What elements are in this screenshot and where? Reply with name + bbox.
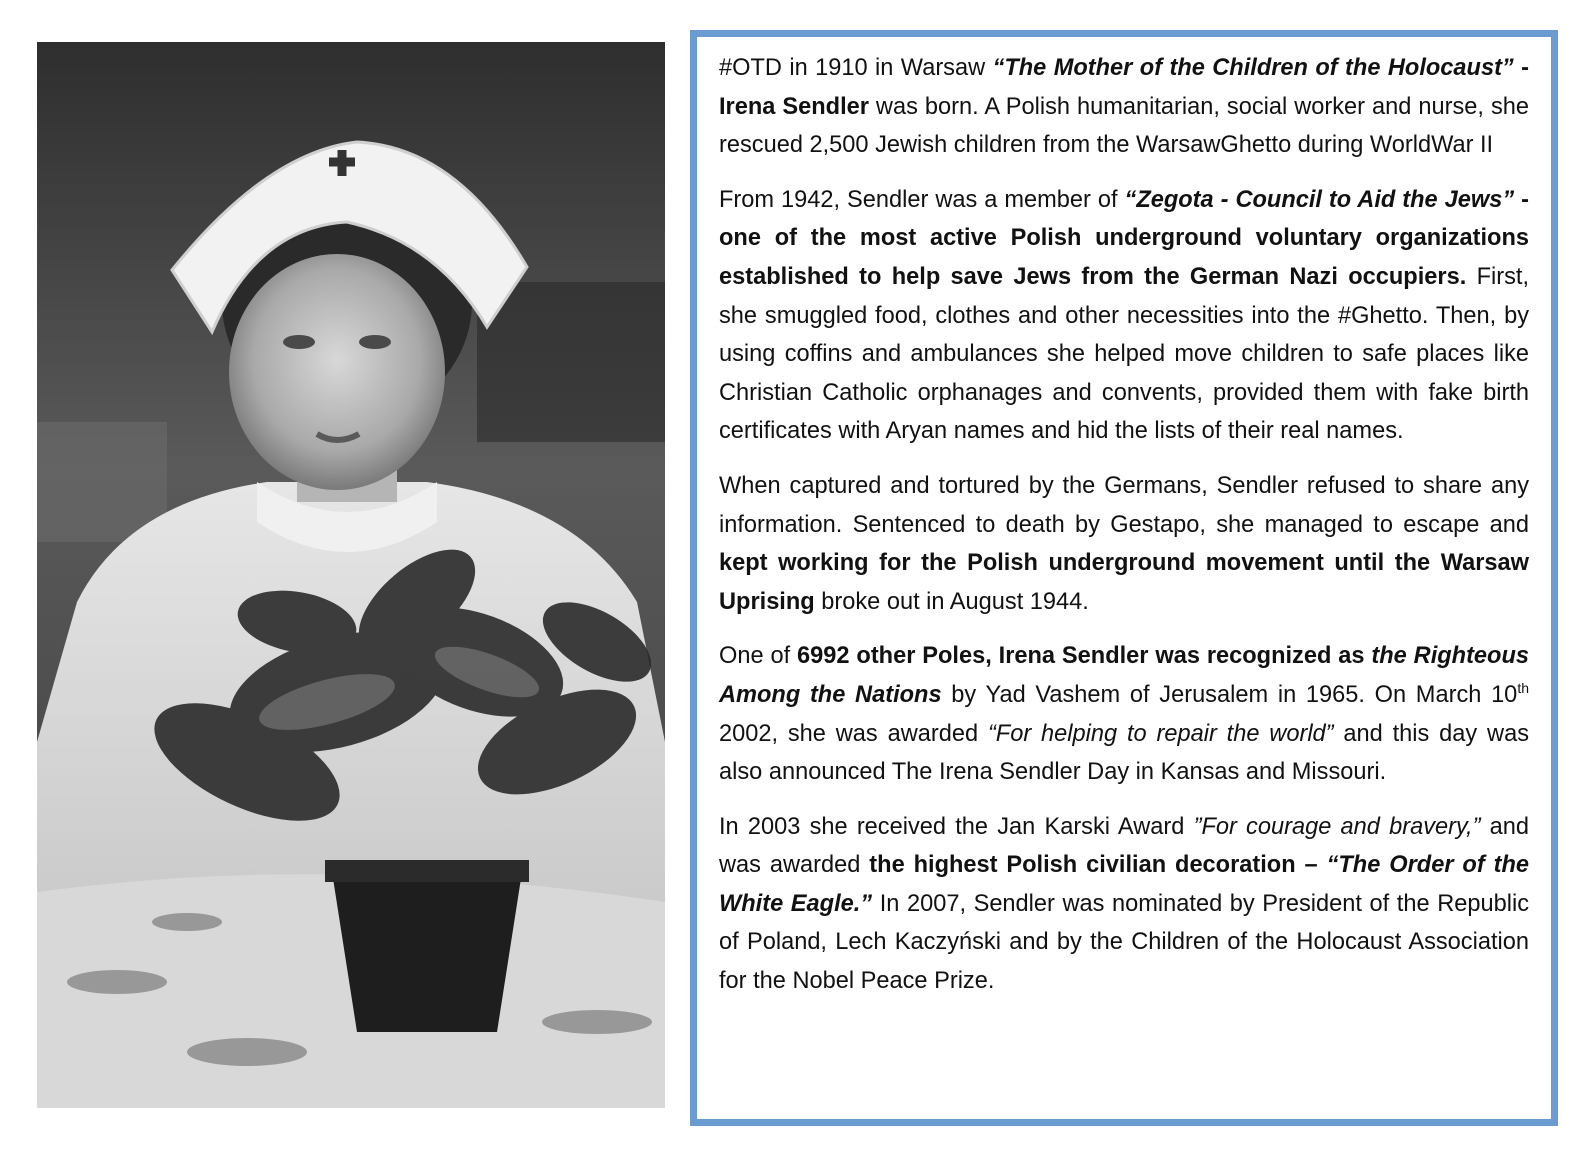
article-frame — [690, 30, 1558, 1126]
text-span: In 2007, Sendler was nominated by President of the Republic of Poland, Lech Kaczyński and by the Children of the Holocaust Association for the Nobel Peace Prize. — [719, 890, 1529, 995]
emphasis-description: - one of the most active Polish underground voluntary organizations established to help save Jews from the German Nazi occupiers. — [719, 186, 1529, 290]
text-span: and this day was also announced The Irena Sendler Day in Kansas and Missouri. — [719, 720, 1530, 786]
superscript-ordinal: th — [1517, 679, 1529, 696]
paragraph-capture — [719, 467, 1529, 621]
portrait-photo — [37, 42, 665, 1108]
emphasis-title: “The Mother of the Children of the Holocaust” — [992, 55, 1514, 81]
text-span: #OTD in 1910 in Warsaw — [719, 55, 993, 81]
emphasis-karski-quote: ”For courage and bravery,” — [1193, 813, 1481, 840]
paragraph-birth — [719, 49, 1529, 165]
text-span: When captured and tortured by the Germans, Sendler refused to share any information. Sentenced to death by Gestapo, she managed to escape and — [719, 472, 1529, 538]
text-span: 2002, she was awarded — [719, 720, 988, 747]
emphasis-poles: 6992 other Poles, Irena Sendler was recognized as — [797, 643, 1372, 670]
emphasis-righteous: the Righteous Among the Nations — [719, 643, 1530, 708]
text-span: First, she smuggled food, clothes and other necessities into the #Ghetto. Then, by using coffins and ambulances she helped move children to safe places like Christian Catholic orphanages and convents, provided them with fake birth certificates with Aryan names and hid the lists of their real names. — [719, 263, 1529, 445]
paragraph-awards — [719, 808, 1529, 1001]
paragraph-recognition — [719, 637, 1529, 791]
text-span: In 2003 she received the Jan Karski Award — [719, 813, 1194, 840]
emphasis-underground: kept working for the Polish underground movement until the Warsaw Uprising — [719, 550, 1529, 615]
paragraph-zegota — [719, 181, 1529, 451]
text-span: One of — [719, 643, 798, 670]
emphasis-decoration: the highest Polish civilian decoration – — [869, 852, 1327, 879]
text-span: was born. A Polish humanitarian, social worker and nurse, she rescued 2,500 Jewish children from the WarsawGhetto during WorldWar II — [719, 93, 1529, 159]
emphasis-white-eagle: “The Order of the White Eagle.” — [719, 852, 1529, 917]
text-span: and was awarded — [719, 813, 1530, 879]
emphasis-award-quote: “For helping to repair the world” — [987, 720, 1334, 747]
portrait-illustration — [37, 42, 665, 1108]
text-span: From 1942, Sendler was a member of — [719, 186, 1125, 213]
text-span: by Yad Vashem of Jerusalem in 1965. On March 10 — [941, 681, 1518, 708]
text-span: broke out in August 1944. — [814, 588, 1089, 615]
emphasis-organization: “Zegota - Council to Aid the Jews” — [1124, 186, 1515, 213]
emphasis-name: - Irena Sendler — [719, 55, 1529, 120]
